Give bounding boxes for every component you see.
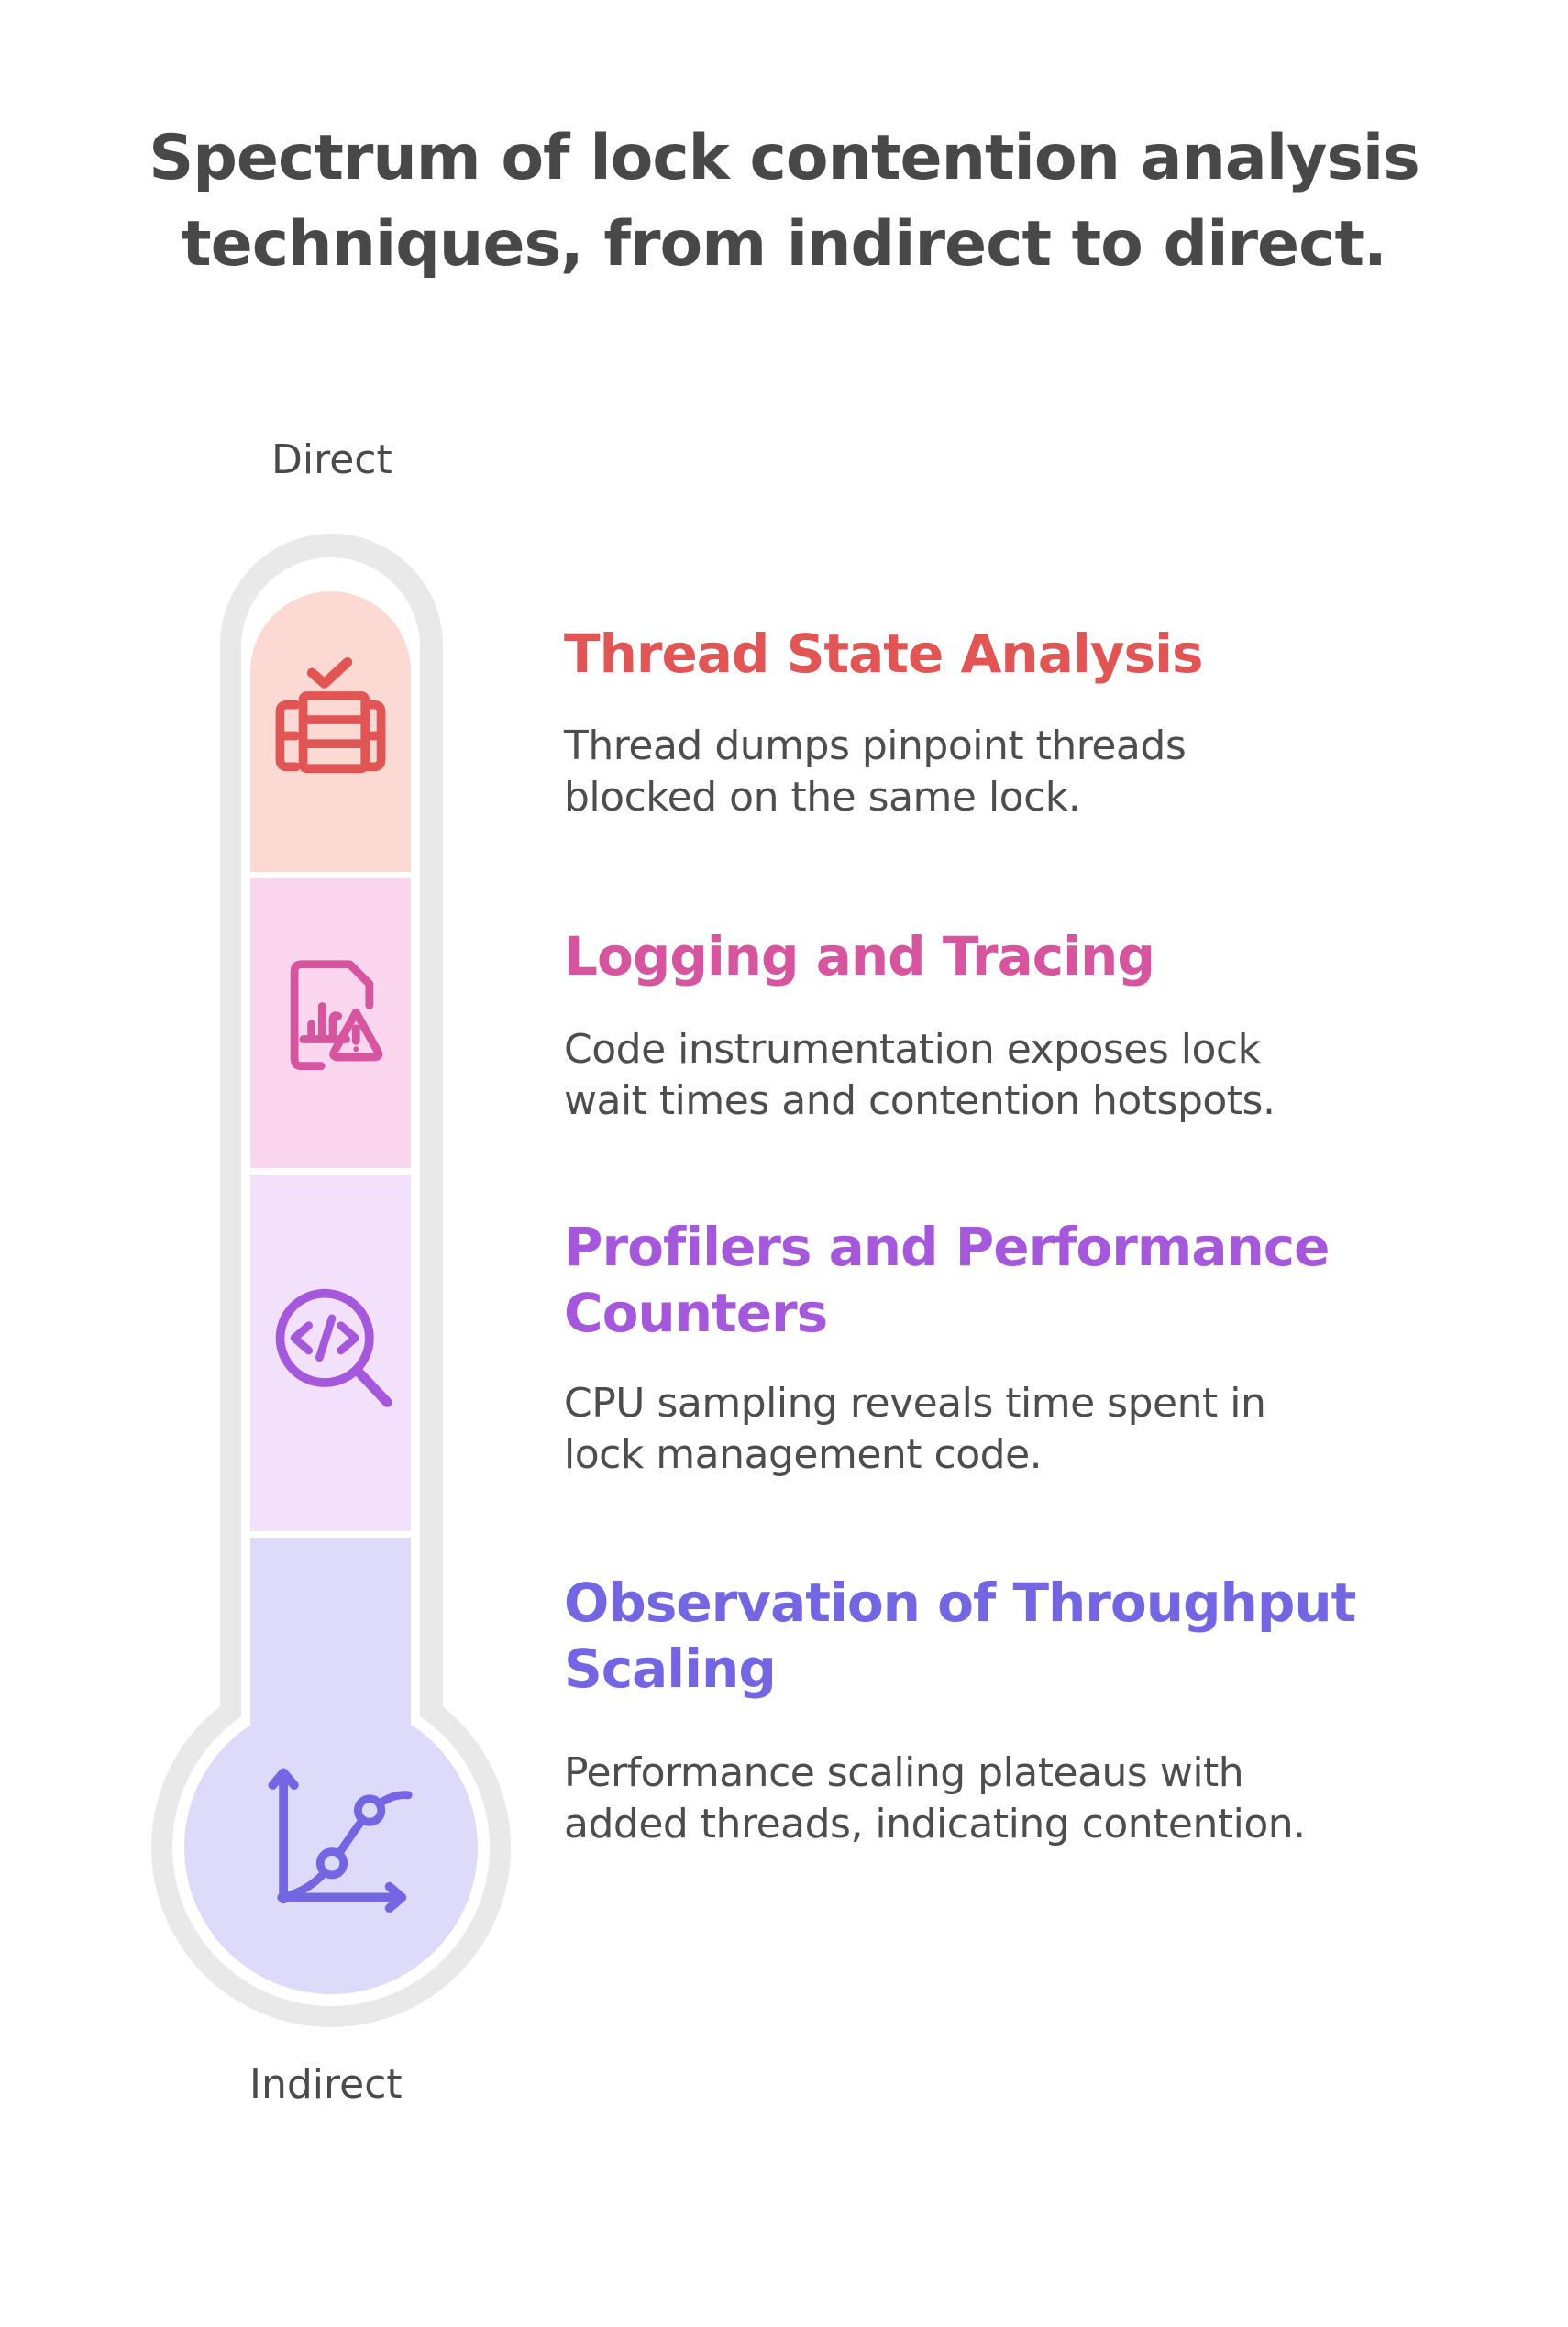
section-heading: Logging and Tracing <box>564 925 1154 987</box>
thermometer-tube-inner-gap <box>241 557 420 1768</box>
document-chart-warning-icon <box>264 954 398 1089</box>
section-description: Code instrumentation exposes lock wait times and contention hotspots. <box>564 1026 1275 1124</box>
thermometer-bulb-inner-gap <box>172 1689 490 2006</box>
thermometer-tube-outline <box>220 534 443 1753</box>
segment-thread-state-analysis <box>250 591 411 872</box>
section-heading: Profilers and Performance Counters <box>564 1216 1330 1344</box>
section-description: Thread dumps pinpoint threads blocked on the same lock. <box>564 722 1187 821</box>
segment-throughput-tube <box>250 1538 411 1797</box>
section-observation-of-throughput-scaling <box>564 1570 1499 1847</box>
scale-label-direct: Direct <box>271 436 392 483</box>
section-heading: Observation of Throughput Scaling <box>564 1572 1356 1700</box>
scale-label-indirect: Indirect <box>249 2061 403 2108</box>
segment-logging-and-tracing <box>250 878 411 1168</box>
page-title: Spectrum of lock contention analysis techniques, from indirect to direct. <box>149 122 1419 281</box>
section-thread-state-analysis <box>564 621 1499 821</box>
scaling-chart-icon <box>246 1745 416 1915</box>
section-description: Performance scaling plateaus with added threads, indicating contention. <box>564 1749 1306 1847</box>
segment-throughput-bulb <box>184 1701 478 1994</box>
section-profilers-and-performance-counters <box>564 1214 1499 1478</box>
code-magnifier-icon <box>264 1276 398 1423</box>
section-heading: Thread State Analysis <box>564 623 1203 685</box>
section-logging-and-tracing <box>564 923 1499 1124</box>
section-description: CPU sampling reveals time spent in lock management code. <box>564 1380 1266 1478</box>
table-check-icon <box>264 653 397 792</box>
segment-profilers-counters <box>250 1175 411 1531</box>
thermometer-bulb-outline <box>151 1668 511 2027</box>
